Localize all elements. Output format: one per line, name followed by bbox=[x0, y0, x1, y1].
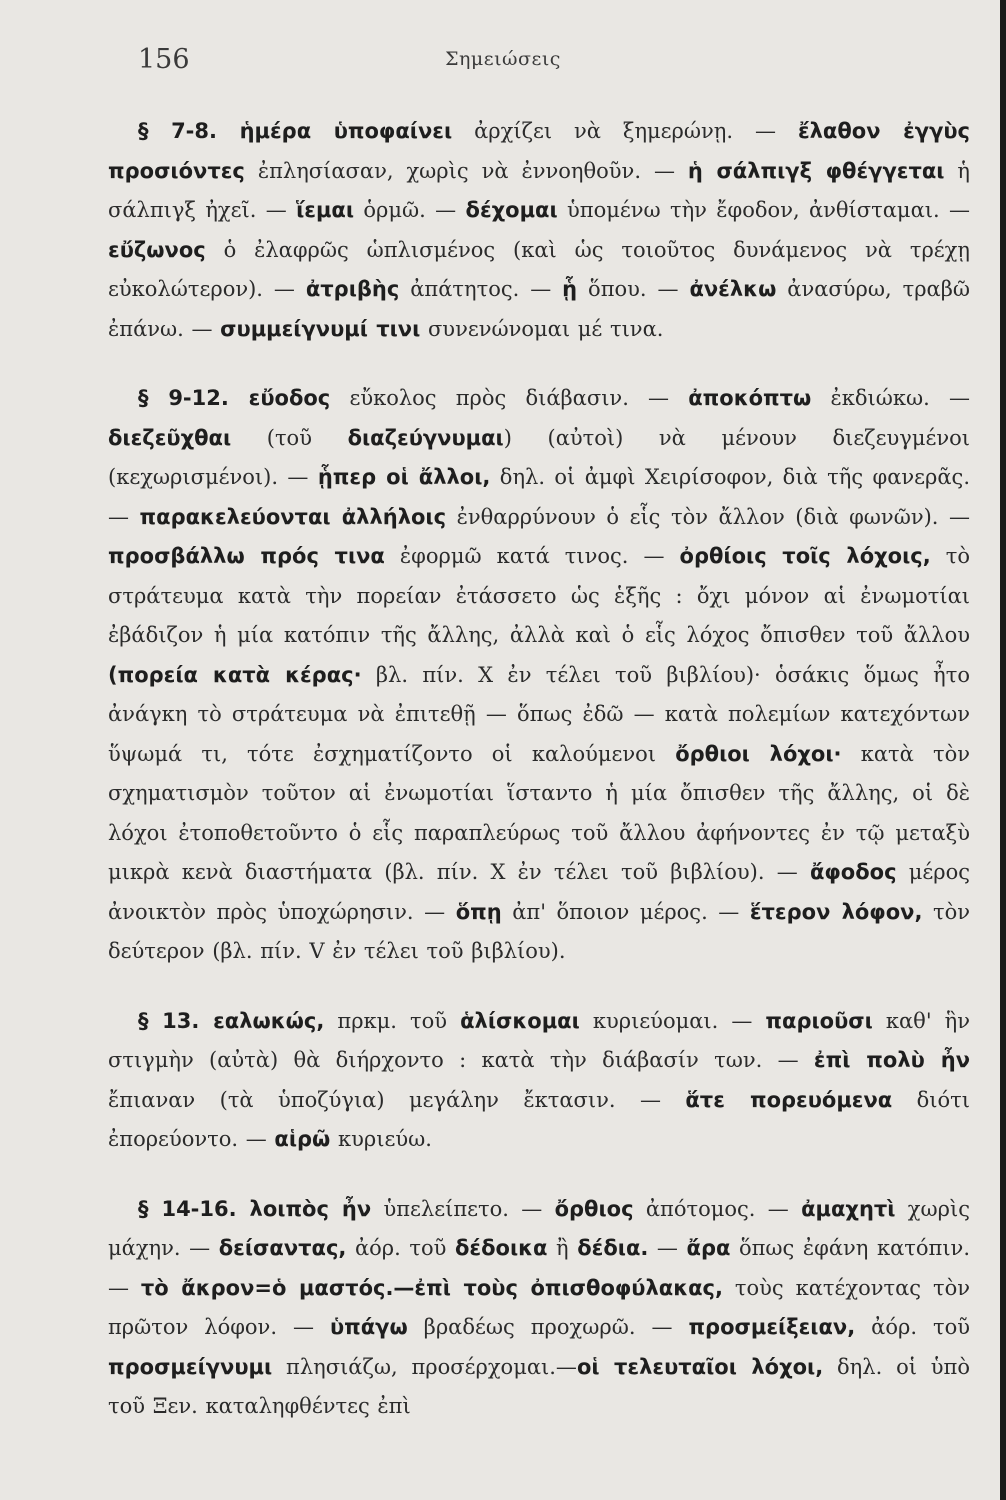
gloss: ὑπελείπετο. — bbox=[371, 1196, 555, 1221]
lemma: ἵεμαι bbox=[296, 198, 355, 222]
lemma: ᾗπερ οἱ ἄλλοι, bbox=[317, 465, 491, 489]
gloss: ἀόρ. τοῦ bbox=[346, 1236, 455, 1260]
gloss: ὅπως ἐφάνη κατόπιν. — bbox=[108, 1236, 970, 1300]
gloss: ὁ ἐλαφρῶς ὡπλισμένος (καὶ ὡς τοιοῦτος δυνάμενος νὰ τρέχῃ εὐκολώτερον). — bbox=[108, 237, 970, 301]
gloss: ἢ bbox=[547, 1236, 578, 1260]
lemma: τὸ ἄκρον=ὁ μαστός.—ἐπὶ τοὺς ὀπισθοφύλακας, bbox=[140, 1275, 723, 1300]
gloss: ὁρμῶ. — bbox=[354, 198, 466, 222]
running-title: Σημειώσεις bbox=[445, 48, 561, 70]
lemma: διαζεύγνυμαι bbox=[347, 425, 504, 450]
gloss: δηλ. οἱ ἀμφὶ Χειρίσοφον, διὰ τῆς φανερᾶς. — bbox=[108, 465, 970, 529]
section-number: § 14-16. bbox=[138, 1196, 237, 1221]
gloss: τὸν δεύτερον (βλ. πίν. V ἐν τέλει τοῦ βιβλίου). bbox=[108, 899, 970, 963]
lemma: ὀρθίοις τοῖς λόχοις, bbox=[679, 544, 931, 568]
page-number: 156 bbox=[138, 44, 190, 75]
lemma: δείσαντας, bbox=[218, 1236, 347, 1260]
lemma: εὔζωνος bbox=[108, 237, 206, 262]
gloss: ἐπλησίασαν, χωρὶς νὰ ἐννοηθοῦν. — bbox=[244, 158, 688, 183]
section-number: § 13. bbox=[138, 1008, 200, 1033]
gloss: ἀπάτητος. — bbox=[399, 277, 563, 301]
gloss: ἐκδιώκω. — bbox=[811, 386, 970, 410]
gloss: πρκμ. τοῦ bbox=[324, 1008, 461, 1033]
lemma: προσμείξειαν, bbox=[688, 1315, 856, 1339]
lemma: προσμείγνυμι bbox=[108, 1354, 273, 1379]
gloss: κατὰ τὸν σχηματισμὸν τοῦτον αἱ ἐνωμοτίαι ἵσταντο ἡ μία ὄπισθεν τῆς ἄλλης, οἱ δὲ λόχοι ἐτοποθετοῦντο ὁ εἷς παραπλεύρως τοῦ ἄλλου ἀφήνοντες ἐν τῷ μεταξὺ μικρὰ κενὰ διαστήματα (βλ. πίν. Χ ἐν τέλει τοῦ βιβλίου). — bbox=[108, 741, 970, 884]
lemma: διεζεῦχθαι bbox=[108, 425, 232, 450]
lemma: ἀποκόπτω bbox=[688, 386, 812, 410]
gloss: κυριεύω. bbox=[330, 1127, 432, 1151]
gloss: ἀπ' ὅποιον μέρος. — bbox=[501, 899, 750, 924]
note-paragraph bbox=[108, 1002, 970, 1160]
gloss: ἀνασύρω, τραβῶ ἐπάνω. — bbox=[108, 277, 970, 341]
gloss: ἔπιαναν (τὰ ὑποζύγια) μεγάλην ἔκτασιν. — bbox=[108, 1087, 686, 1112]
lemma: δέδοικα bbox=[454, 1236, 548, 1260]
lemma: ἡ σάλπιγξ φθέγγεται bbox=[687, 158, 945, 183]
lemma: παρακελεύονται ἀλλήλοις bbox=[139, 504, 447, 529]
gloss: καθ' ἣν στιγμὴν (αὐτὰ) θὰ διήρχοντο : κατὰ τὴν διάβασίν των. — bbox=[108, 1008, 970, 1072]
gloss: ἀόρ. τοῦ bbox=[855, 1315, 970, 1339]
gloss: ἐφορμῶ κατά τινος. — bbox=[384, 544, 680, 568]
gloss: κυριεύομαι. — bbox=[579, 1008, 766, 1033]
lemma: δέδια. bbox=[577, 1236, 649, 1260]
gloss: ἀρχίζει νὰ ξημερώνῃ. — bbox=[452, 119, 798, 143]
lemma: (πορεία κατὰ κέρας· bbox=[108, 662, 362, 687]
lemma: λοιπὸς ἦν bbox=[236, 1196, 372, 1221]
gloss: βραδέως προχωρῶ. — bbox=[407, 1315, 689, 1339]
section-number: § 7-8. bbox=[138, 119, 217, 143]
gloss: τὸ στράτευμα κατὰ τὴν πορείαν ἐτάσσετο ὡς ἑξῆς : ὄχι μόνον αἱ ἐνωμοτίαι ἐβάδιζον ἡ μία κατόπιν τῆς ἄλλης, ἀλλὰ καὶ ὁ εἷς λόχος ὄπισθεν τοῦ ἄλλου bbox=[108, 544, 970, 647]
lemma: ὅπῃ bbox=[455, 899, 502, 924]
note-paragraph bbox=[108, 379, 970, 972]
lemma: ἕτερον λόφον, bbox=[749, 899, 923, 924]
gloss: — bbox=[648, 1236, 687, 1260]
lemma: ἄφοδος bbox=[809, 860, 897, 884]
lemma: ἀτριβὴς bbox=[305, 277, 400, 301]
gloss: βλ. πίν. Χ ἐν τέλει τοῦ βιβλίου)· ὁσάκις ὅμως ἦτο ἀνάγκη τὸ στράτευμα νὰ ἐπιτεθῇ — ὅπως ἐδῶ — κατὰ πολεμίων κατεχόντων ὕψωμά τι, τότε ἐσχηματίζοντο οἱ καλούμενοι bbox=[108, 662, 970, 766]
lemma: οἱ τελευταῖοι λόχοι, bbox=[576, 1354, 824, 1379]
lemma: δέχομαι bbox=[465, 198, 558, 222]
note-paragraph bbox=[108, 1190, 970, 1427]
gloss: ἀπότομος. — bbox=[633, 1196, 802, 1221]
gloss: εὔκολος πρὸς διάβασιν. — bbox=[330, 386, 689, 410]
lemma: παριοῦσι bbox=[765, 1008, 873, 1033]
lemma: ἡμέρα ὑποφαίνει bbox=[217, 119, 453, 143]
lemma: εαλωκώς, bbox=[199, 1008, 325, 1033]
lemma: ὑπάγω bbox=[329, 1315, 408, 1339]
gloss: δηλ. οἱ ὑπὸ τοῦ Ξεν. καταληφθέντες ἐπὶ bbox=[108, 1354, 970, 1418]
lemma: εὔοδος bbox=[228, 386, 331, 410]
gloss: πλησιάζω, προσέρχομαι.— bbox=[272, 1354, 577, 1379]
note-paragraph bbox=[108, 112, 970, 349]
gloss: ἡ σάλπιγξ ἠχεῖ. — bbox=[108, 158, 970, 222]
lemma: ἀνέλκω bbox=[689, 277, 777, 301]
lemma: ἄρα bbox=[686, 1236, 731, 1260]
gloss: διότι ἐπορεύοντο. — bbox=[108, 1087, 970, 1151]
section-number: § 9-12. bbox=[138, 386, 229, 410]
lemma: συμμείγνυμί τινι bbox=[220, 316, 421, 341]
lemma: ᾗ bbox=[562, 277, 578, 301]
lemma: ἐπὶ πολὺ ἦν bbox=[813, 1048, 970, 1072]
lemma: ἅτε πορευόμενα bbox=[685, 1087, 893, 1112]
lemma: ἀμαχητὶ bbox=[801, 1196, 896, 1221]
lemma: ὄρθιοι λόχοι· bbox=[675, 741, 842, 766]
gloss: μέρος ἀνοικτὸν πρὸς ὑποχώρησιν. — bbox=[108, 860, 971, 924]
lemma: ἁλίσκομαι bbox=[460, 1008, 580, 1033]
gloss: (τοῦ bbox=[231, 425, 348, 450]
lemma: προσβάλλω πρός τινα bbox=[108, 544, 385, 568]
page-edge-shadow bbox=[1000, 0, 1006, 1500]
gloss: ὑπομένω τὴν ἔφοδον, ἀνθίσταμαι. — bbox=[557, 198, 971, 222]
gloss: χωρὶς μάχην. — bbox=[108, 1196, 970, 1260]
gloss: ) (αὐτοὶ) νὰ μένουν διεζευγμένοι (κεχωρισμένοι). — bbox=[108, 425, 970, 489]
lemma: ὄρθιος bbox=[554, 1196, 634, 1221]
gloss: συνενώνομαι μέ τινα. bbox=[420, 316, 664, 341]
lemma: ἔλαθον ἐγγὺς προσιόντες bbox=[108, 119, 971, 183]
running-head bbox=[0, 44, 1006, 78]
lemma: αἱρῶ bbox=[274, 1127, 331, 1151]
notes-body bbox=[108, 112, 970, 1427]
gloss: τοὺς κατέχοντας τὸν πρῶτον λόφον. — bbox=[108, 1275, 970, 1339]
gloss: ὅπου. — bbox=[577, 277, 690, 301]
gloss: ἐνθαρρύνουν ὁ εἷς τὸν ἄλλον (διὰ φωνῶν). — bbox=[446, 504, 970, 529]
